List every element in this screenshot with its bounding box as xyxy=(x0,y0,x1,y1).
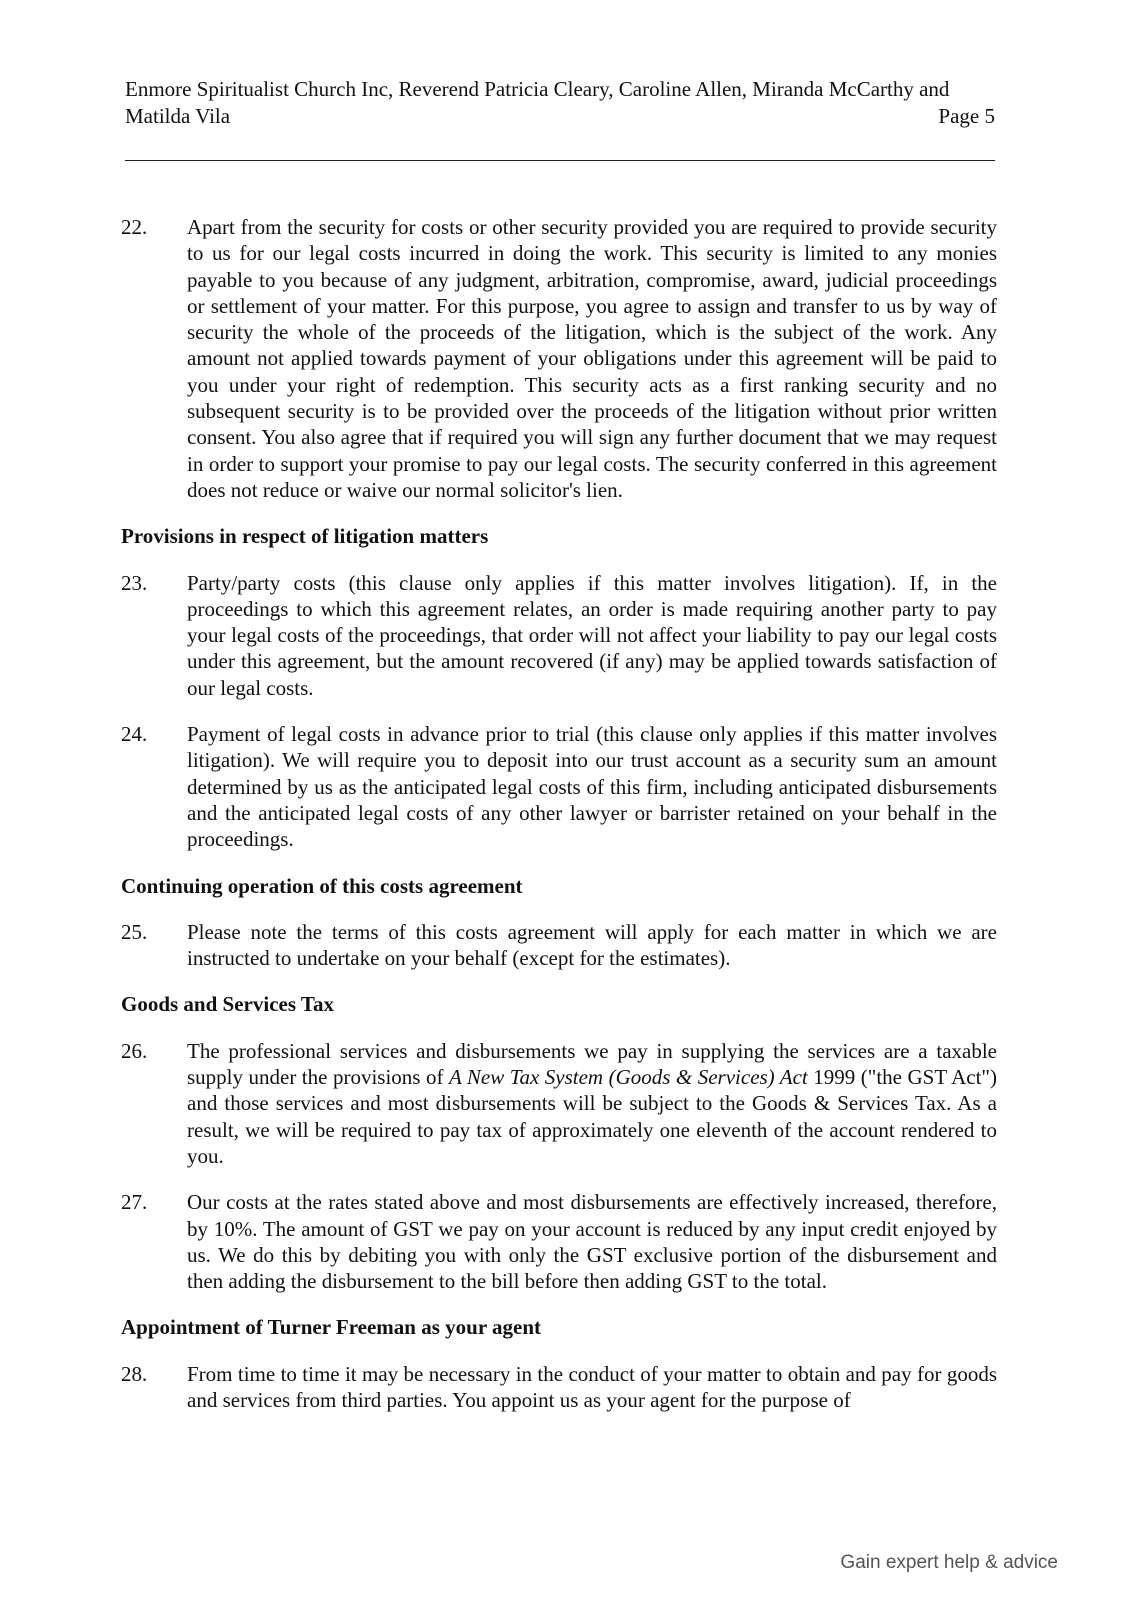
clause-number: 24. xyxy=(121,722,148,747)
clause-text: Please note the terms of this costs agreement will apply for each matter in which we are instructed to undertake on your behalf (except for the estimates). xyxy=(187,919,997,971)
page-header xyxy=(125,76,995,130)
document-body xyxy=(121,214,997,1433)
header-parties-line1: Enmore Spiritualist Church Inc, Reverend Patricia Cleary, Caroline Allen, Miranda McCarthy and xyxy=(125,77,950,101)
clause-26 xyxy=(121,1038,997,1169)
section-heading-litigation: Provisions in respect of litigation matters xyxy=(121,524,489,549)
footer-tagline: Gain expert help & advice xyxy=(840,1552,1058,1573)
clause-text: Party/party costs (this clause only applies if this matter involves litigation). If, in the proceedings to which this agreement relates, an order is made requiring another party to pay your legal costs of the proceedings, that order will not affect your liability to pay our legal costs under this agreement, but the amount recovered (if any) may be applied towards satisfaction of our legal costs. xyxy=(187,570,997,700)
header-divider xyxy=(125,160,995,161)
clause-number: 26. xyxy=(121,1038,148,1063)
clause-number: 23. xyxy=(121,570,148,595)
page-number: Page 5 xyxy=(938,104,995,128)
clause-27 xyxy=(121,1189,997,1294)
clause-text: Apart from the security for costs or other security provided you are required to provide security to us for our legal costs incurred in doing the work. This security is limited to any monies payable to you because of any judgment, arbitration, compromise, award, judicial proceedings or settlement of your matter. For this purpose, you agree to assign and transfer to us by way of security the whole of the proceeds of the litigation, which is the subject of the work. Any amount not applied towards payment of your obligations under this agreement will be paid to you under your right of redemption. This security acts as a first ranking security and no subsequent security is to be provided over the proceeds of the litigation without prior written consent. You also agree that if required you will sign any further document that we may request in order to support your promise to pay our legal costs. The security conferred in this agreement does not reduce or waive our normal solicitor's lien. xyxy=(187,215,997,502)
section-heading-gst: Goods and Services Tax xyxy=(121,992,334,1017)
clause-28 xyxy=(121,1361,997,1414)
clause-number: 22. xyxy=(121,215,148,239)
clause-24 xyxy=(121,721,997,852)
clause-number: 27. xyxy=(121,1190,148,1215)
clause-text: Our costs at the rates stated above and most disbursements are effectively increased, therefore, by 10%. The amount of GST we pay on your account is reduced by any input credit enjoyed by us. We do this by debiting you with only the GST exclusive portion of the disbursement and then adding the disbursement to the bill before then adding GST to the total. xyxy=(187,1190,997,1294)
clause-text-part: 1999 ("the GST Act") and those services and most disbursements will be subject to the Goods & Services Tax. As a result, we will be required to pay tax of approximately one eleventh of the account rendered to you. xyxy=(187,1065,997,1168)
clause-text xyxy=(187,1038,997,1169)
clause-22 xyxy=(121,214,997,503)
clause-25 xyxy=(121,919,997,972)
clause-text-part: The professional services and disbursements we pay in supplying the services are a taxable supply under the provisions of xyxy=(187,1038,997,1090)
header-parties-line2: Matilda Vila xyxy=(125,104,231,128)
clause-23 xyxy=(121,570,997,701)
section-heading-continuing: Continuing operation of this costs agreement xyxy=(121,873,523,898)
act-name: A New Tax System (Goods & Services) Act xyxy=(448,1065,808,1090)
clause-number: 28. xyxy=(121,1361,148,1386)
clause-text: Payment of legal costs in advance prior to trial (this clause only applies if this matter involves litigation). We will require you to deposit into our trust account as a security sum an amount determined by us as the anticipated legal costs of this firm, including anticipated disbursements and the anticipated legal costs of any other lawyer or barrister retained on your behalf in the proceedings. xyxy=(187,722,997,852)
section-heading-agent: Appointment of Turner Freeman as your agent xyxy=(121,1315,542,1340)
clause-text: From time to time it may be necessary in the conduct of your matter to obtain and pay for goods and services from third parties. You appoint us as your agent for the purpose of xyxy=(187,1361,997,1412)
clause-number: 25. xyxy=(121,919,148,944)
